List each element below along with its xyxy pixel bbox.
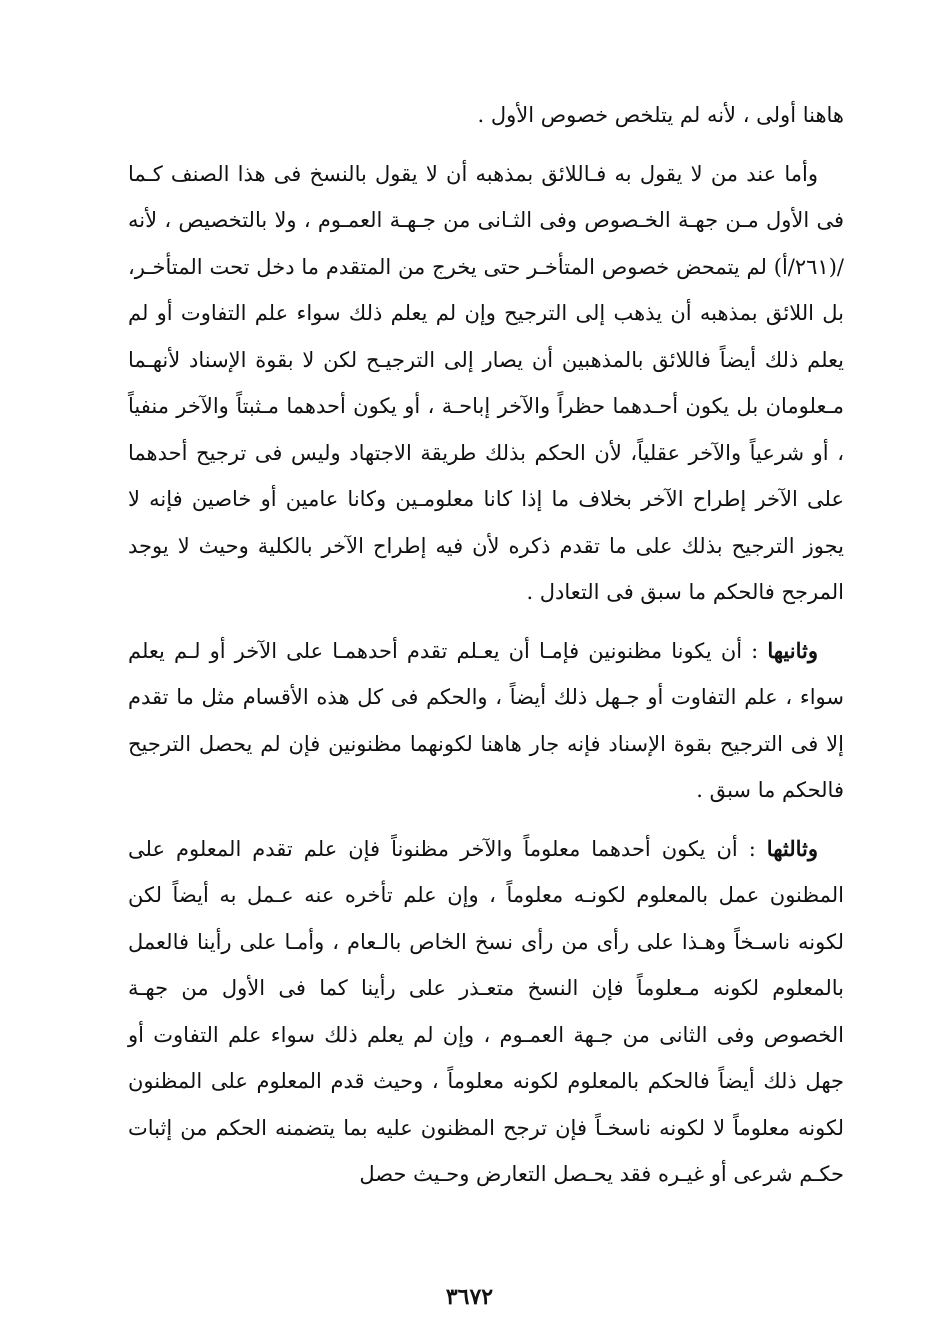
paragraph-4-text: : أن يكون أحدهما معلوماً والآخر مظنوناً فإن علم تقدم المعلوم على المظنون عمل بالمعلوم لكونـه معلوماً ، وإن علم تأخره عنه عـمل به أيضاً لكن لكونه ناسـخاً وهـذا على رأى من رأى نسخ الخاص بالـعام ، وأمـا على رأينا فالعمل بالمعلوم لكونه مـعلوماً فإن النسخ متعـذر على رأينا كما فى الأول من جهـة الخصوص وفى الثانى من جـهة العمـوم ، وإن لم يعلم ذلك سواء علم التفاوت أو جهل ذلك أيضاً فالحكم بالمعلوم لكونه معلوماً ، وحيث قدم المعلوم على المظنون لكونه معلوماً لا لكونه ناسخـاً فإن ترجح المظنون عليه بما يتضمنه الحكم من إثبات حكـم شرعى أو غيـره فقد يحـصل التعارض وحـيث حصل bbox=[128, 836, 844, 1186]
paragraph-3-lead: وثانيها bbox=[767, 637, 818, 663]
paragraph-4-lead: وثالثها bbox=[766, 835, 818, 861]
paragraph-2 bbox=[128, 151, 844, 616]
paragraph-1 bbox=[128, 92, 844, 139]
body-text bbox=[128, 92, 844, 1198]
paragraph-1-text: هاهنا أولى ، لأنه لم يتلخص خصوص الأول . bbox=[477, 103, 844, 127]
paragraph-3-text: : أن يكونا مظنونين فإمـا أن يعـلم تقدم أحدهمـا على الآخر أو لـم يعلم سواء ، علم التفاوت أو جـهل ذلك أيضاً ، والحكم فى كل هذه الأقسام مثل ما تقدم إلا فى الترجيح بقوة الإسناد فإنه جار هاهنا لكونهما مظنونين فإن لم يحصل الترجيح فالحكم ما سبق . bbox=[128, 638, 844, 802]
paragraph-2-text: وأما عند من لا يقول به فـاللائق بمذهبه أن لا يقول بالنسخ فى هذا الصنف كـما فى الأول مـن جهـة الخـصوص وفى الثـانى من جـهـة العمـوم ، ولا بالتخصيص ، لأنه /(٢٦١/أ) لم يتمحض خصوص المتأخـر حتى يخرج من المتقدم ما دخل تحت المتأخـر، بل اللائق بمذهبه أن يذهب إلى الترجيح وإن لم يعلم ذلك سواء علم التفاوت أو لم يعلم ذلك أيضاً فاللائق بالمذهبين أن يصار إلى الترجيـح لكن لا بقوة الإسناد لأنهـما مـعلومان بل يكون أحـدهما حظراً والآخر إباحـة ، أو يكون أحدهما مـثبتاً والآخر منفياً ، أو شرعياً والآخر عقلياً، لأن الحكم بذلك طريقة الاجتهاد وليس فى ترجيح أحدهما على الآخر إطراح الآخر بخلاف ما إذا كانا معلومـين وكانا عامين أو خاصين فإنه لا يجوز الترجيح بذلك على ما تقدم ذكره لأن فيه إطراح الآخر بالكلية وحيث لا يوجد المرجح فالحكم ما سبق فى التعادل . bbox=[128, 161, 844, 604]
paragraph-3 bbox=[128, 628, 844, 814]
paragraph-4 bbox=[128, 826, 844, 1198]
page-number: ٣٦٧٢ bbox=[445, 1284, 494, 1310]
